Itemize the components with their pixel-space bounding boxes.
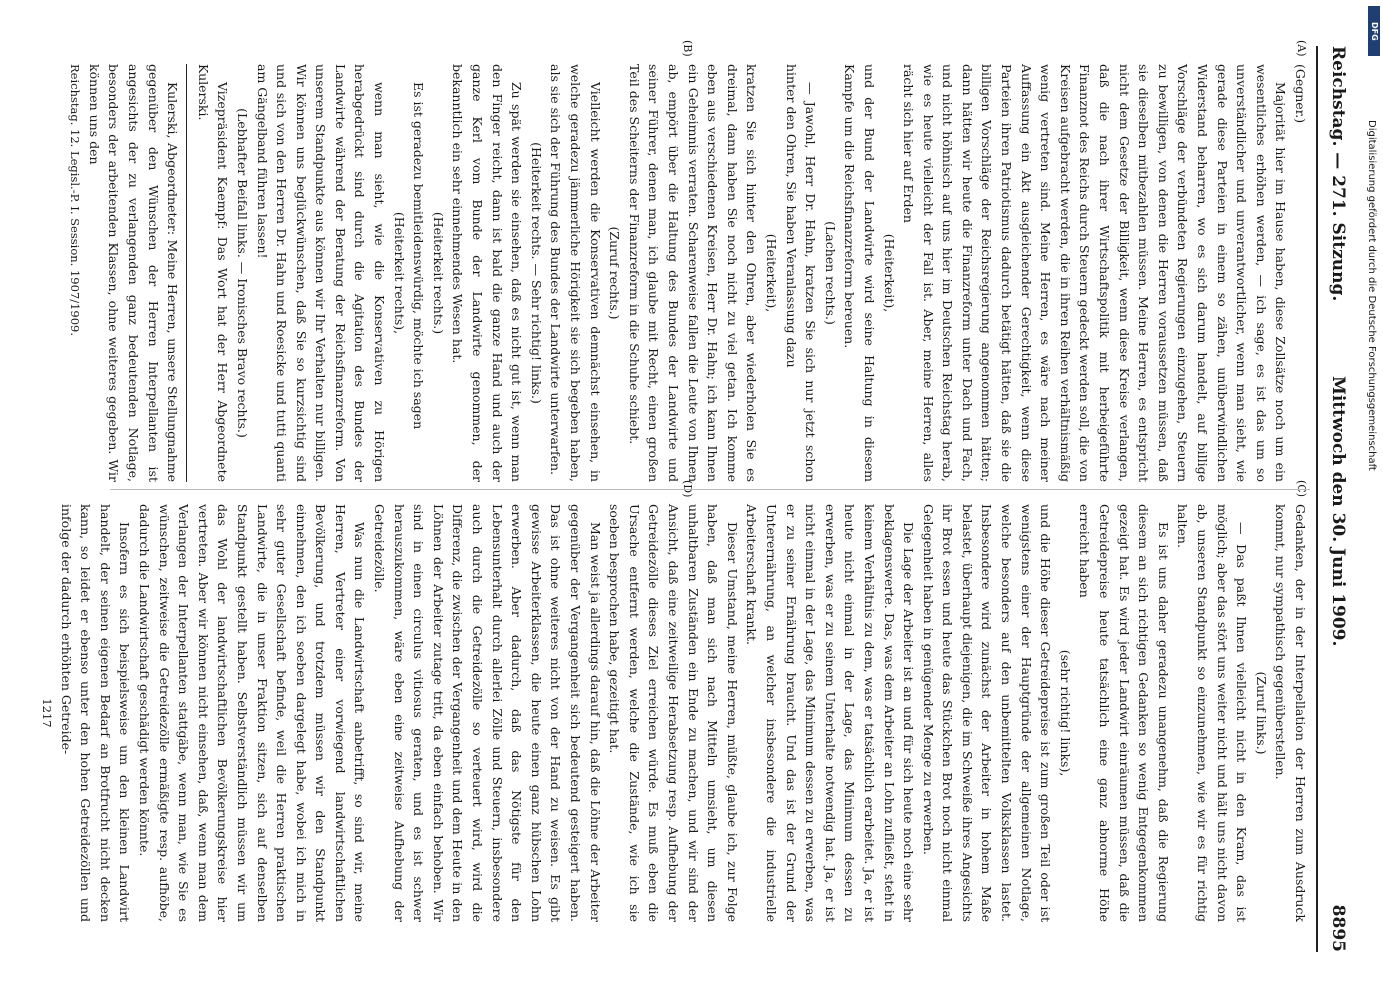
paragraph: Es ist uns daher geradezu unangenehm, daß die Regierung diesem an sich richtigen Gedanken so wenig Entgegenkommen gezeigt hat. Es wird jeder Landwirt einräumen müssen, daß die Getreidepreise heute tatsächlich eine ganz abnorme Höhe erreicht haben [1077,504,1171,922]
paragraph: Dieser Umstand, meine Herren, müßte, glaube ich, zur Folge haben, daß man sich nach Mitteln umsieht, um diesen unhaltbaren Zuständen ein Ende zu machen, und wir sind der Ansicht, daß eine zeitweilige Herabsetzung resp. Aufhebung der Getreidezölle dieses Ziel erreichen würde. Es muß eben die Ursache entfernt werden, welche die Zustände, wie ich sie soeben besprochen habe, gezeitigt hat. [607,504,740,922]
header-date: Mittwoch den 30. Juni 1909. [1328,376,1348,647]
dfg-logo: DFG [1368,6,1380,56]
paragraph: Vielleicht werden die Konservativen demnächst einsehen, in welche geradezu jämmerliche Hörigkeit sie sich begeben haben, als sie sich der Führung des Bundes der Landwirte unterwarfen. [548,64,603,482]
column-right [36,504,1310,922]
paragraph: kratzen Sie sich hinter den Ohren, aber wiederholen Sie es dreimal, dann haben Sie noch nicht zu viel getan. Ich komme eben aus verschiedenen Kreisen, Herr Dr. Hahn; ich kann Ihnen ein Geheimnis verraten. Scharenweise fallen die Leute von Ihnen ab, empört über die Haltung des Bundes der Landwirte und seiner Führer, denen man, ich glaube mit Recht, einen großen Teil des Scheiterns der Finanzreform in die Schuhe schiebt. [626,64,760,482]
page-header [1320,46,1348,952]
interjection: (sehr richtig! links), [1057,649,1073,777]
interjection: (Heiterkeit), [881,233,897,313]
margin-mark-c: (C) [1295,480,1308,497]
paragraph: und der Bund der Landwirte wird seine Haltung in diesem Kampfe um die Reichsfinanzreform bereuen. [842,64,877,482]
paragraph: Gedanken, der in der Interpellation der Herren zum Ausdruck kommt, nur sympathisch gegenüberstellen. [1273,504,1308,922]
rotated-newspaper-page [40,34,1354,964]
margin-mark-b: (B) [681,40,694,57]
paragraph: Insofern es sich beispielsweise um den kleinen Landwirt handelt, der seinen eigenen Bedarf an Brotfrucht nicht decken kann, so leidet er ebenso unter den hohen Getreidezöllen und infolge der dadurch erhöhten Getreide- [58,504,133,922]
column-divider [110,489,1310,490]
column-left [65,64,1310,482]
interjection: (Heiterkeit), [763,233,779,313]
header-rule [1316,46,1318,952]
paragraph: — Jawohl, Herr Dr. Hahn, kratzen Sie sich nur jetzt schon hinter den Ohren, Sie haben Veranlassung dazu [783,64,819,482]
paragraph: Was nun die Landwirtschaft anbetrifft, so sind wir, meine Herren, Vertreter einer vorwiegend landwirtschaftlichen Bevölkerung, und trotzdem müssen wir den Standpunkt einnehmen, den ich soeben dargelegt habe, wobei ich mich in sehr guter Gesellschaft befinde, weil die Herren praktischen Landwirte, die in unser Fraktion sitzen, sich auf denselben Standpunkt gestellt haben. Selbstverständlich müssen wir um das Wohl der landwirtschaftlichen Bevölkerungskreise hier vertreten. Aber wir können nicht einsehen, daß, wenn man dem Verlangen der Interpellanten stattgäbe, wenn man, wie Sie es wünschen, zeitweise die Getreidezölle ermäßigte resp. aufhöbe, dadurch die Landwirtschaft geschädigt werden könnte. [136,504,368,922]
interjection: (Lebhafter Beifall links. — Ironisches Bravo rechts.) [234,108,250,438]
margin-mark-d: (D) [681,480,694,498]
paragraph: — Das paßt Ihnen vielleicht nicht in den Kram, das ist möglich; aber das stört uns weiter nicht und hält uns nicht davon ab, unseren Standpunkt so einzunehmen, wie wir es für richtig halten. [1175,504,1250,922]
vice-president-announcement: Vizepräsident Kaempf: Das Wort hat der Herr Abgeordnete Kulerski. [195,64,231,482]
interjection: (Heiterkeit rechts. — Sehr richtig! links.) [528,142,544,404]
header-page-number: 8895 [1328,904,1348,952]
digitization-credit: Digitalisierung gefördert durch die Deutsche Forschungsgemeinschaft [1366,120,1377,471]
interjection: (Zuruf links.) [1253,671,1269,755]
margin-mark-a: (A) [1295,40,1308,57]
interjection: (Heiterkeit rechts.) [430,211,446,335]
paragraph: Kulerski, Abgeordneter: Meine Herren, unsere Stellungnahme gegenüber den Wünschen der Herren Interpellanten ist angesichts der zu verlangenden ganz bedeutenden Notlage, besonders der arbeitenden Klassen, ohne weiteres gegeben. Wir können uns den [86,64,181,482]
interjection: (Zuruf rechts.) [607,226,623,320]
signature-number: 1217 [40,698,54,728]
interjection: (Lachen rechts.) [822,221,838,325]
paragraph: wenn man sieht, wie die Konservativen zu Hörigen herabgedrückt sind durch die Agitation des Bundes der Landwirte während der Beratung der Reichsfinanzreform. Von unserem Standpunkte aus können wir Ihr Verhalten nur billigen. Wir können uns beglückwünschen, daß Sie so kurzsichtig sind und sich von den Herren Dr. Hahn und Roesicke und tutti quanti am Gängelband führen lassen! [254,64,388,482]
speaker-note: (Gegner.) [1293,64,1308,124]
paragraph: Die Lage der Arbeiter ist an und für sich heute noch eine sehr beklagenswerte. Das, was dem Arbeiter an Lohn zufließt, steht in keinem Verhältnis zu dem, was er tatsächlich erarbeitet. Ja, er ist heute nicht einmal in der Lage, das Minimum dessen zu erwerben, was er zu seinem Unterhalte notwendig hat. Ja, er ist nicht einmal in der Lage, das Minimum dessen zu erwerben, was er zu seiner Ernährung braucht. Und das ist der Grund der Unterernährung, an welcher insbesondere die industrielle Arbeiterschaft krankt. [744,504,917,922]
paragraph: Es ist geradezu bemitleidenswürdig, möchte ich sagen [411,82,427,430]
paragraph: Majorität hier im Hause haben, diese Zollsätze noch um ein wesentliches erhöhen werden, — ich sage, es ist das um so unverständlicher und unverantwortlicher, wenn man sieht, wie gerade diese Parteien in einem so zähen, unüberwindlichen Widerstand beharren, wo es sich darum handelt, auf billige Vorschläge der verbündeten Regierungen einzugehen, Steuern zu bewilligen, von denen die Herren voraussetzen müssen, daß sie dieselben mitbezahlen müssen. Meine Herren, es entspricht nicht dem Gesetze der Billigkeit, wenn diese Kreise verlangen, daß die nach ihrer Wirtschaftspolitik mit herbeigeführte Finanznot des Reichs durch Steuern gedeckt werden soll, die von Kreisen aufgebracht werden, die in ihren Reihen verhältnismäßig wenig vertreten sind. Meine Herren, es wäre nach meiner Auffassung ein Akt ausgleichender Gerechtigkeit, wenn diese Parteien ihren Patriotismus dadurch betätigt hätten, daß sie die billigen Vorschläge der Reichsregierung angenommen hätten; dann hätten wir heute die Finanzreform unter Dach und Fach, und nicht höhnisch auf uns hier im Deutschen Reichstag herab, wie es heute vielleicht der Fall ist. Aber, meine Herren, alles rächt sich hier auf Erden [901,64,1289,482]
paragraph: und die Höhe dieser Getreidepreise ist zum großen Teil oder ist wenigstens einer der Hauptgründe der allgemeinen Notlage, welche besonders auf den unbemittelten Volksklassen lastet. Insbesondere wird zunächst der Arbeiter in hohem Maße belastet, überhaupt diejenigen, die im Schweiße ihres Angesichts ihr Brot essen und heute das Stückchen Brot noch nicht einmal Gelegenheit haben in genügender Menge zu erwerben. [920,504,1054,922]
paragraph: Man weist ja allerdings darauf hin, daß die Löhne der Arbeiter gegenüber der Vergangenheit sich bedeutend gesteigert haben. Das ist ohne weiteres nicht von der Hand zu weisen. Es gibt gewisse Arbeiterklassen, die heute einen ganz hübschen Lohn erwerben. Aber dadurch, daß das Nötigste für den Lebensunterhalt durch allerlei Zölle und Steuern, insbesondere auch durch die Getreidezölle so verteuert wird, wird die Differenz, die zwischen der Vergangenheit und dem Heute in den Löhnen der Arbeiter zutage tritt, da eben einfach behoben. Wir sind in einen circulus vitiosus geraten, und es ist schwer herauszukommen, wäre eben eine zeitweise Aufhebung der Getreidezölle. [372,504,603,922]
interjection: (Heiterkeit rechts), [391,211,407,335]
page-footer-legislature: Reichstag. 12. Legisl.-P. I. Session. 1907/1909. [68,64,83,337]
paragraph: Zu spät werden sie einsehen, daß es nicht gut ist, wenn man den Finger reicht, dann ist bald die ganze Hand und auch der ganze Kerl vom Bunde der Landwirte genommen, der bekanntlich ein sehr einnehmendes Wesen hat. [450,64,525,482]
speaker-divider [186,64,187,482]
header-session: Reichstag. — 271. Sitzung. [1328,46,1348,302]
